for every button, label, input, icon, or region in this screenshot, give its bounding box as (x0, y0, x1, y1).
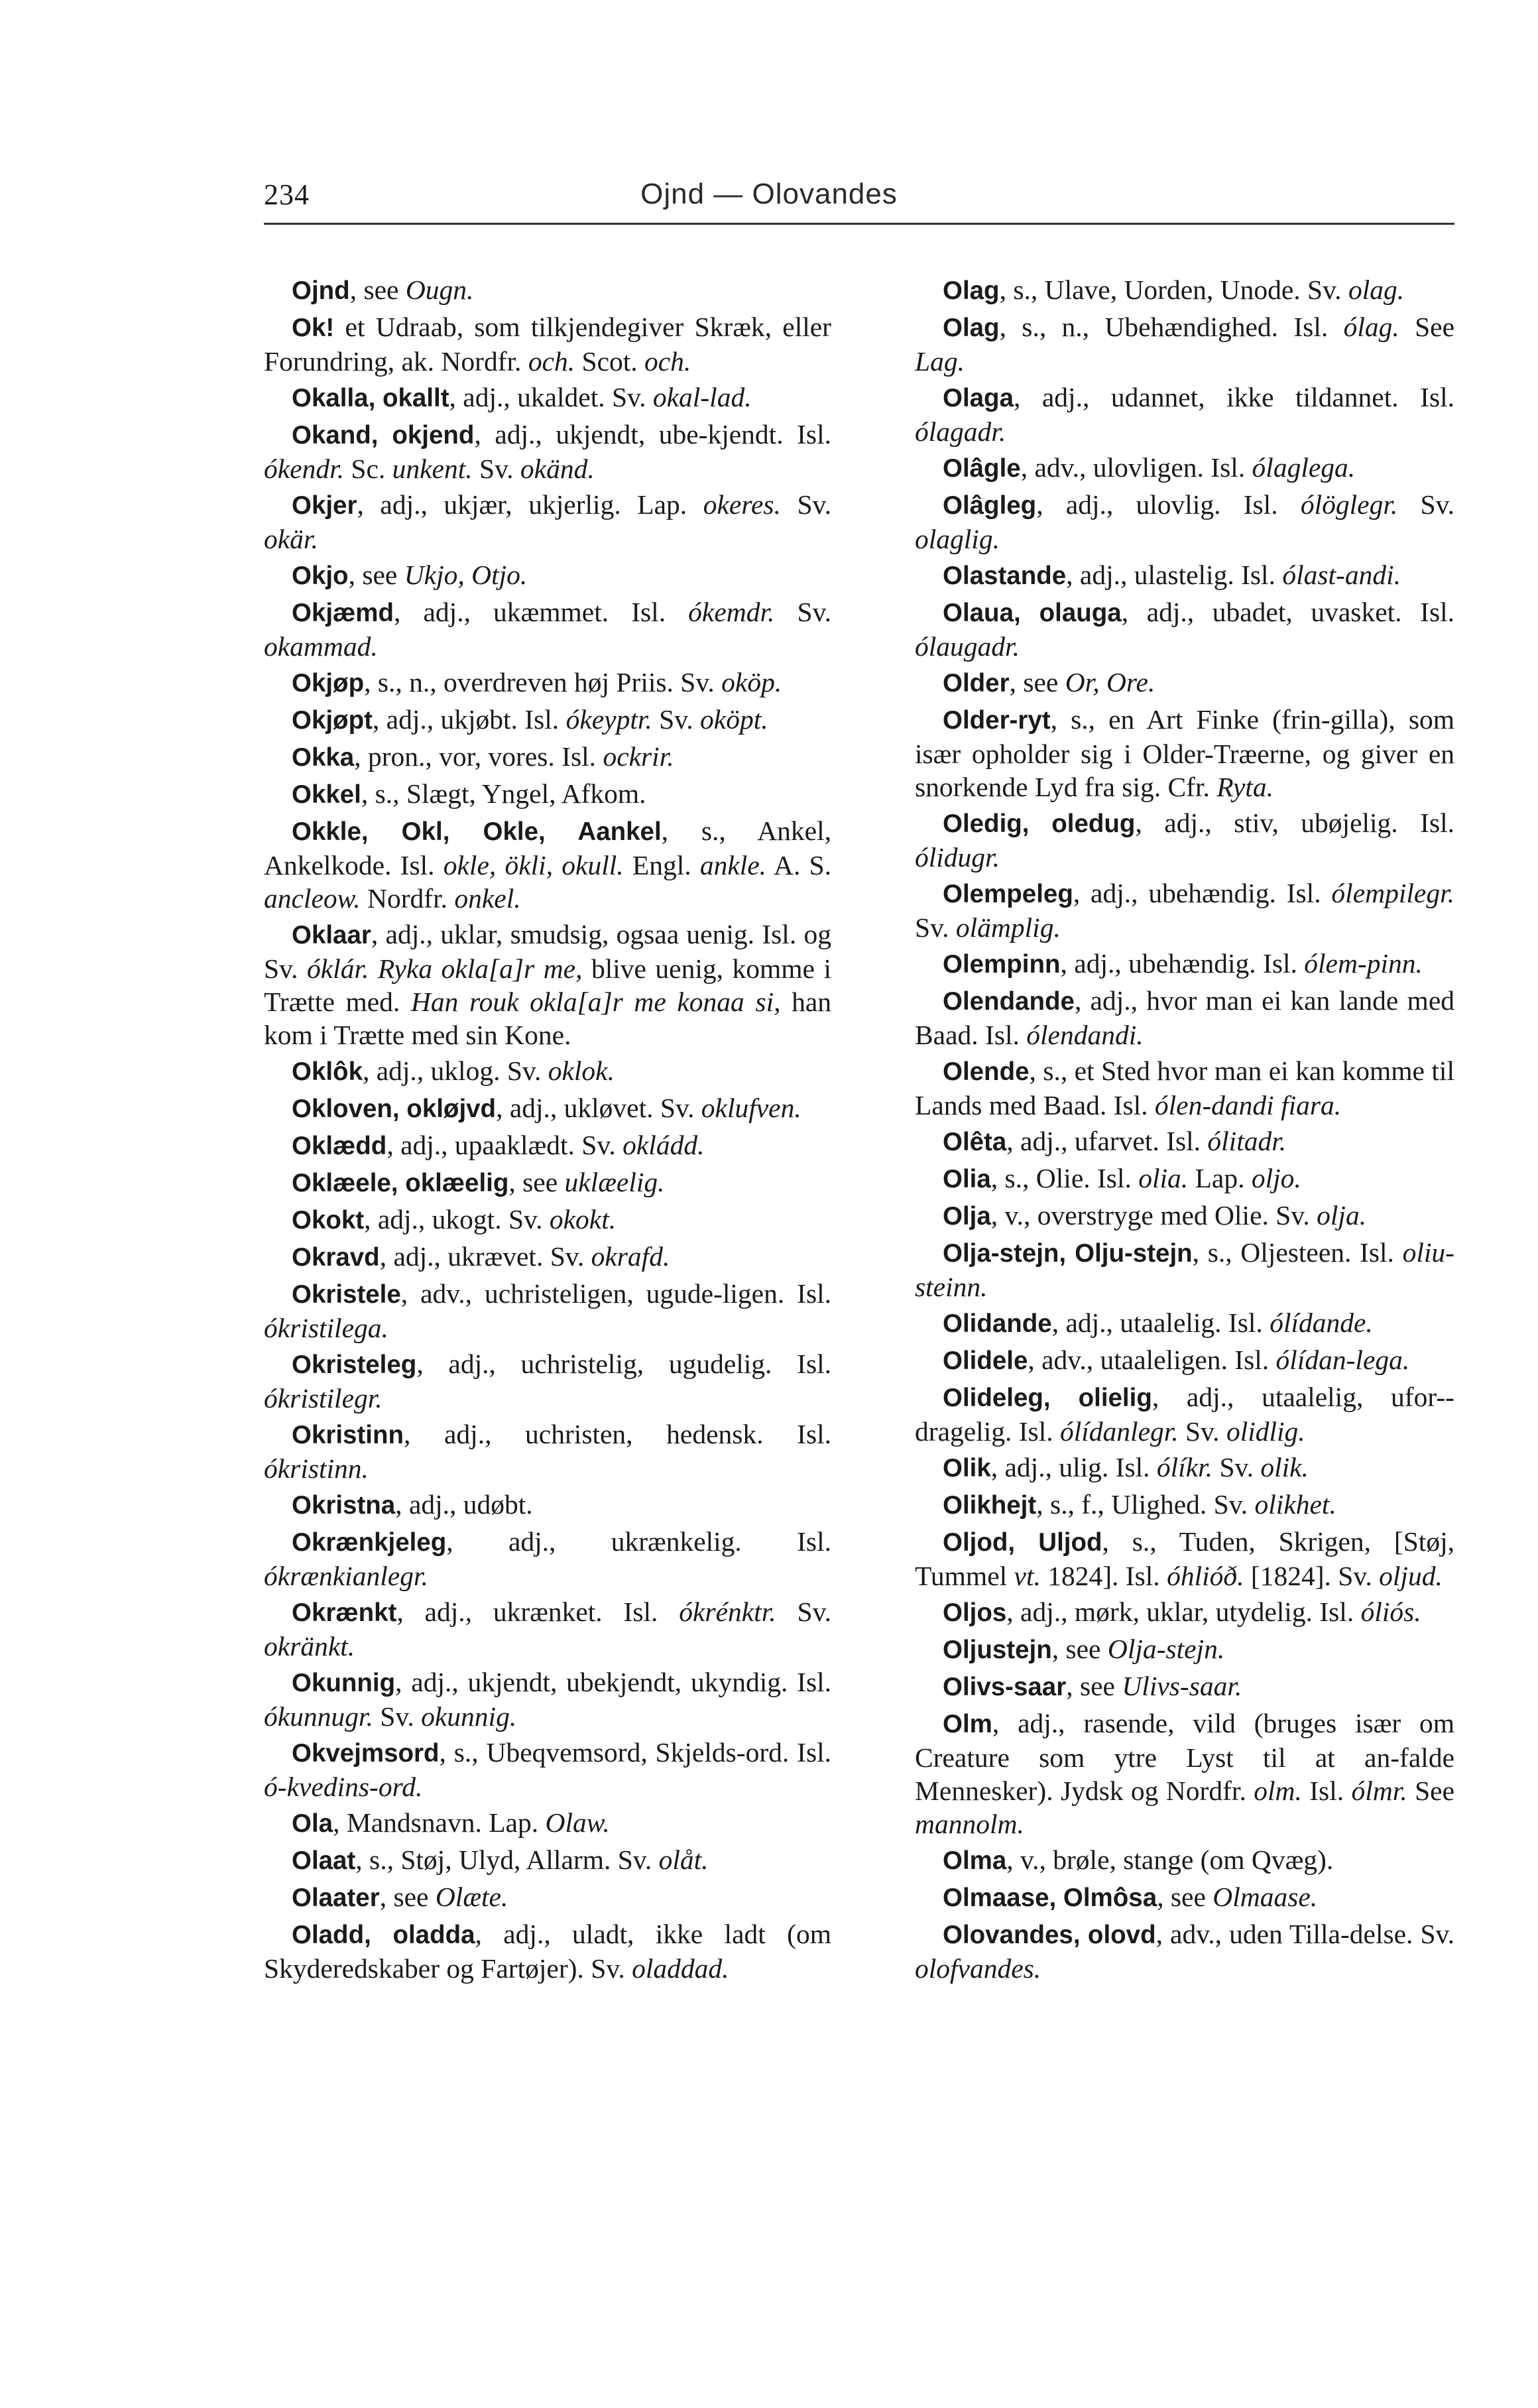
dictionary-entry (915, 273, 1454, 308)
entry-italic-text: ockrir. (603, 741, 674, 772)
dictionary-entry (264, 1736, 831, 1803)
entry-headword: Olja-stejn, Olju-stejn (943, 1239, 1193, 1268)
entry-text: , adj., ubehændig. Isl. (1073, 878, 1332, 908)
entry-italic-text: óklár. Ryka okla[a]r me, (307, 953, 583, 984)
entry-italic-text: Olja-stejn. (1107, 1634, 1225, 1664)
dictionary-entry (264, 418, 831, 485)
dictionary-entry (915, 1236, 1454, 1303)
dictionary-entry (915, 1595, 1454, 1630)
dictionary-entry (264, 777, 831, 812)
entry-text: , s., Tuden, Skrigen, [Støj, Tummel (915, 1526, 1454, 1591)
entry-italic-text: ókrænkianlegr. (264, 1561, 428, 1591)
dictionary-entry (915, 666, 1454, 700)
entry-text: , adj., ukjendt, ube-kjendt. Isl. (474, 419, 831, 450)
entry-italic-text: ólídan-lega. (1275, 1345, 1410, 1375)
dictionary-entry (264, 273, 831, 308)
dictionary-entry (264, 1843, 831, 1878)
entry-headword: Olempinn (943, 950, 1061, 979)
entry-text: , adj., ukjær, ukjerlig. Lap. (357, 489, 703, 520)
entry-text: , s., Oljesteen. Isl. (1192, 1237, 1403, 1268)
dictionary-entry (264, 1166, 831, 1200)
dictionary-entry (915, 1162, 1454, 1196)
entry-italic-text: ólaglega. (1252, 452, 1356, 483)
entry-text: [1824]. Sv. (1244, 1561, 1380, 1591)
entry-text: Sv. (373, 1701, 422, 1732)
dictionary-entry (915, 310, 1454, 378)
entry-text: , adj., ukjøbt. Isl. (372, 704, 566, 735)
entry-italic-text: okokt. (549, 1204, 617, 1234)
entry-headword: Olaater (292, 1884, 380, 1912)
entry-italic-text: olikhet. (1254, 1489, 1336, 1520)
entry-text: Isl. (1301, 1776, 1352, 1806)
entry-text: , see (1066, 1671, 1122, 1701)
entry-text: , adj., ukrænket. Isl. (396, 1596, 680, 1627)
entry-italic-text: ólast-andi. (1282, 560, 1401, 590)
entry-headword: Okjæmd (292, 599, 394, 627)
dictionary-entry (915, 1451, 1454, 1485)
entry-italic-text: ókeyptr. (565, 704, 652, 735)
entry-headword: Older (943, 669, 1010, 697)
entry-headword: Okravd (292, 1243, 380, 1272)
dictionary-entry (264, 488, 831, 556)
entry-italic-text: okeres. (703, 489, 781, 520)
entry-italic-text: Han rouk okla[a]r me konaa si, (410, 987, 781, 1017)
entry-text: , s., Ulave, Uorden, Unode. Sv. (999, 274, 1348, 305)
dictionary-entry (264, 1054, 831, 1089)
entry-text: A. S. (766, 850, 831, 880)
entry-headword: Olaat (292, 1846, 356, 1875)
dictionary-entry (264, 1488, 831, 1522)
dictionary-entry (264, 1917, 831, 1985)
entry-text: , s., n., Ubehændighed. Isl. (999, 312, 1344, 342)
dictionary-entry (915, 947, 1454, 981)
entry-text: , adj., ulig. Isl. (990, 1452, 1157, 1482)
entry-italic-text: onkel. (454, 883, 521, 914)
entry-italic-text: uklæelig. (564, 1167, 665, 1197)
dictionary-entry (264, 595, 831, 663)
entry-text: , adj., ukæmmet. Isl. (394, 597, 689, 627)
entry-italic-text: okär. (264, 524, 318, 554)
entry-text: , adv., ulovligen. Isl. (1020, 452, 1252, 483)
entry-italic-text: ókrénktr. (679, 1596, 776, 1627)
entry-italic-text: ólen-dandi fiara. (1154, 1090, 1342, 1120)
entry-text: , s., Olie. Isl. (990, 1163, 1139, 1193)
entry-text: , s., n., overdreven høj Priis. Sv. (364, 667, 722, 697)
dictionary-entry (915, 1880, 1454, 1915)
entry-italic-text: olåt. (658, 1844, 709, 1875)
entry-headword: Olikhejt (943, 1491, 1037, 1520)
dictionary-entry (915, 381, 1454, 448)
running-title: Ojnd — Olovandes (640, 178, 898, 210)
entry-headword: Olempeleg (943, 880, 1073, 908)
entry-italic-text: olaglig. (915, 524, 1000, 554)
entry-text: Sv. (1213, 1452, 1261, 1482)
entry-headword: Olia (943, 1165, 991, 1193)
entry-italic-text: olja. (1317, 1200, 1367, 1231)
entry-text: , adj., ulastelig. Isl. (1066, 560, 1283, 590)
entry-text: Sv. (652, 704, 701, 735)
entry-italic-text: ólídanlegr. (1059, 1416, 1179, 1447)
entry-text: , adj., ubehændig. Isl. (1060, 948, 1305, 979)
entry-text: , s., en Art Finke (frin-gilla), som især opholder sig i Older-Træerne, og giver en snorkende Lyd fra sig. Cfr. (915, 704, 1454, 802)
entry-text: , see (1157, 1882, 1213, 1912)
entry-text: , see (1051, 1634, 1108, 1664)
entry-italic-text: olik. (1260, 1452, 1309, 1482)
dictionary-entry (264, 1347, 831, 1415)
entry-italic-text: mannolm. (915, 1809, 1024, 1839)
entry-italic-text: óliós. (1360, 1596, 1421, 1627)
entry-text: , s., Ankel, Ankelkode. Isl. (264, 815, 832, 880)
dictionary-entry (915, 1199, 1454, 1233)
dictionary-entry (264, 1091, 831, 1126)
entry-italic-text: ólitadr. (1207, 1126, 1287, 1156)
entry-headword: Olidande (943, 1309, 1052, 1338)
entry-text: See (1407, 1776, 1455, 1806)
dictionary-entry (264, 666, 831, 700)
entry-headword: Okristeleg (292, 1351, 417, 1379)
dictionary-entry (264, 1277, 831, 1345)
entry-text: , adj., mørk, uklar, utydelig. Isl. (1006, 1596, 1361, 1627)
entry-headword: Okkle, Okl, Okle, Aankel (292, 817, 662, 846)
entry-text: Sc. (344, 453, 392, 484)
entry-italic-text: olag. (1348, 274, 1405, 305)
entry-headword: Olovandes, olovd (943, 1921, 1156, 1949)
entry-text: , adj., stiv, ubøjelig. Isl. (1135, 808, 1455, 838)
entry-headword: Ok! (292, 314, 335, 342)
dictionary-entry (915, 488, 1454, 556)
entry-text: , v., overstryge med Olie. Sv. (990, 1200, 1317, 1231)
entry-italic-text: okänd. (520, 453, 595, 484)
entry-text: Scot. (575, 346, 645, 377)
entry-italic-text: oliu-steinn. (915, 1237, 1454, 1302)
entry-italic-text: ólendandi. (1026, 1020, 1144, 1050)
entry-text: , see (379, 1882, 436, 1912)
dictionary-entry (915, 1488, 1454, 1522)
entry-text: , pron., vor, vores. Isl. (354, 741, 603, 772)
dictionary-entry (264, 1417, 831, 1485)
entry-headword: Olêta (943, 1128, 1007, 1156)
entry-headword: Okrænkt (292, 1598, 397, 1627)
entry-text: , s., f., Ulighed. Sv. (1036, 1489, 1255, 1520)
entry-headword: Okkel (292, 780, 361, 809)
entry-text: , adj., ulovlig. Isl. (1036, 489, 1301, 520)
entry-headword: Okjøpt (292, 706, 373, 735)
dictionary-entry (915, 1917, 1454, 1985)
entry-headword: Oklæele, oklæelig (292, 1169, 509, 1197)
entry-headword: Oklôk (292, 1057, 363, 1086)
entry-italic-text: ólmr. (1351, 1776, 1407, 1806)
entry-text: , adj., ubadet, uvasket. Isl. (1121, 597, 1455, 627)
entry-text: , adj., hvor man ei kan lande med Baad. Isl. (915, 985, 1454, 1050)
dictionary-entry (264, 381, 831, 415)
dictionary-entry (915, 1124, 1454, 1159)
dictionary-entry (915, 1306, 1454, 1341)
entry-italic-text: oljud. (1379, 1561, 1443, 1591)
entry-text: Sv. (1178, 1416, 1226, 1447)
entry-italic-text: olidlig. (1226, 1416, 1305, 1447)
entry-italic-text: oljo. (1251, 1163, 1301, 1193)
entry-headword: Oljustejn (943, 1636, 1052, 1664)
entry-italic-text: okunnig. (421, 1701, 517, 1732)
entry-headword: Oledig, oledug (943, 810, 1136, 838)
entry-italic-text: ó-kvedins-ord. (264, 1772, 423, 1802)
entry-italic-text: Ulivs-saar. (1122, 1671, 1242, 1701)
entry-headword: Okristele (292, 1280, 401, 1309)
entry-italic-text: olia. (1138, 1163, 1189, 1193)
entry-italic-text: ólem-pinn. (1304, 948, 1423, 979)
dictionary-entry (915, 1343, 1454, 1378)
dictionary-entry (264, 310, 831, 378)
dictionary-entry (915, 1380, 1454, 1448)
dictionary-entry (915, 558, 1454, 593)
entry-text: , adj., ukrævet. Sv. (379, 1241, 591, 1272)
entry-headword: Oladd, oladda (292, 1921, 475, 1949)
entry-italic-text: Olmaase. (1213, 1882, 1318, 1912)
entry-text: blive uenig, komme i Trætte med. (264, 953, 831, 1017)
entry-italic-text: okal-lad. (652, 382, 752, 412)
entry-text: Sv. (915, 912, 956, 943)
entry-italic-text: Ougn. (405, 274, 474, 305)
dictionary-entry (915, 806, 1454, 874)
dictionary-entry (264, 1880, 831, 1915)
entry-text: , adj., udøbt. (395, 1489, 533, 1520)
dictionary-entry (915, 451, 1454, 485)
entry-headword: Olm (943, 1710, 992, 1738)
entry-headword: Olma (943, 1846, 1007, 1875)
entry-italic-text: okládd. (622, 1130, 705, 1160)
dictionary-entry (264, 1595, 831, 1663)
entry-italic-text: olofvandes. (915, 1953, 1041, 1984)
entry-headword: Okristinn (292, 1421, 404, 1449)
entry-italic-text: Ryta. (1216, 772, 1273, 802)
entry-text: , adj., uchristen, hedensk. Isl. (404, 1419, 831, 1449)
entry-text: Nordfr. (360, 883, 455, 914)
right-column (915, 273, 1454, 1988)
entry-headword: Olaga (943, 384, 1014, 412)
entry-text: , adj., ukrænkelig. Isl. (446, 1526, 831, 1557)
entry-headword: Okrænkjeleg (292, 1528, 447, 1557)
entry-headword: Okokt (292, 1206, 365, 1234)
entry-italic-text: ólíkr. (1156, 1452, 1213, 1482)
entry-text: , adj., utaalelig, ufor-dragelig. Isl. (915, 1382, 1454, 1447)
dictionary-entry (264, 558, 831, 593)
dictionary-entry (915, 1669, 1454, 1704)
dictionary-entry (915, 703, 1454, 804)
entry-text: , see (508, 1167, 565, 1197)
entry-text: , Mandsnavn. Lap. (333, 1807, 546, 1838)
entry-italic-text: ólag. (1343, 312, 1399, 342)
entry-italic-text: ancleow. (264, 883, 361, 914)
entry-headword: Oklaar (292, 921, 371, 949)
entry-headword: Okka (292, 743, 355, 772)
entry-italic-text: och. (528, 346, 575, 377)
entry-text: , see (349, 274, 406, 305)
entry-italic-text: ókendr. (264, 453, 345, 484)
entry-text: , s., Ubeqvemsord, Skjelds-ord. Isl. (439, 1737, 831, 1768)
entry-text: , adv., uchristeligen, ugude-ligen. Isl. (400, 1278, 831, 1309)
entry-headword: Olidele (943, 1347, 1028, 1375)
entry-headword: Okjøp (292, 669, 365, 697)
entry-headword: Olivs-saar (943, 1673, 1067, 1701)
dictionary-entry (915, 984, 1454, 1052)
entry-italic-text: ólagadr. (915, 416, 1006, 447)
entry-headword: Olik (943, 1454, 991, 1482)
entry-text: Lap. (1188, 1163, 1252, 1193)
entry-headword: Okjo (292, 562, 349, 590)
entry-text: Sv. (780, 489, 831, 520)
dictionary-entry (264, 1128, 831, 1163)
entry-text: , adj., uklog. Sv. (362, 1055, 548, 1086)
dictionary-entry (264, 918, 831, 1052)
entry-headword: Olja (943, 1202, 991, 1231)
entry-text: et Udraab, som tilkjendegiver Skræk, eller Forundring, ak. Nordfr. (264, 312, 831, 377)
dictionary-entry (264, 703, 831, 737)
entry-italic-text: ólaugadr. (915, 631, 1020, 662)
entry-text: , adj., uklar, smudsig, ogsaa uenig. Isl. og Sv. (264, 919, 831, 984)
entry-italic-text: ókristilega. (264, 1313, 388, 1343)
entry-text: Sv. (1397, 489, 1455, 520)
entry-headword: Okristna (292, 1491, 396, 1520)
dictionary-entry (915, 876, 1454, 944)
entry-headword: Okvejmsord (292, 1739, 440, 1768)
entry-headword: Olâgleg (943, 491, 1037, 520)
entry-headword: Olende (943, 1057, 1030, 1086)
entry-text: , adj., ukaldet. Sv. (449, 382, 653, 412)
entry-italic-text: okränkt. (264, 1631, 355, 1661)
entry-italic-text: oklufven. (701, 1093, 801, 1123)
entry-italic-text: Ukjo, Otjo. (404, 560, 528, 590)
entry-italic-text: oköpt. (700, 704, 768, 735)
entry-italic-text: ólöglegr. (1300, 489, 1398, 520)
left-column (264, 273, 831, 1988)
entry-italic-text: ólempilegr. (1331, 878, 1454, 908)
entry-text: , adj., ukjendt, ubekjendt, ukyndig. Isl. (395, 1667, 831, 1697)
entry-text: , see (1009, 667, 1065, 697)
dictionary-entry (264, 1806, 831, 1840)
dictionary-entry (915, 1843, 1454, 1878)
entry-italic-text: unkent. (392, 453, 473, 484)
entry-italic-text: och. (644, 346, 691, 377)
entry-headword: Okjer (292, 491, 357, 520)
entry-headword: Ola (292, 1809, 333, 1838)
entry-headword: Okunnig (292, 1669, 396, 1697)
entry-italic-text: ókunnugr. (264, 1701, 373, 1732)
entry-text: han kom i Trætte med sin Kone. (264, 987, 832, 1050)
dictionary-entry (264, 814, 831, 915)
entry-headword: Olâgle (943, 454, 1021, 483)
entry-italic-text: okrafd. (591, 1241, 670, 1272)
entry-text: , adj., ufarvet. Isl. (1006, 1126, 1208, 1156)
dictionary-entry (915, 1054, 1454, 1122)
entry-text: , adj., ukløvet. Sv. (496, 1093, 701, 1123)
dictionary-entry (264, 1203, 831, 1237)
page-number: 234 (264, 178, 310, 211)
entry-italic-text: ólídande. (1270, 1307, 1373, 1338)
entry-headword: Olastande (943, 562, 1067, 590)
entry-headword: Olideleg, olielig (943, 1384, 1152, 1412)
entry-headword: Olag (943, 314, 1000, 342)
entry-text: , adj., udannet, ikke tildannet. Isl. (1013, 382, 1454, 412)
entry-italic-text: okle, ökli, okull. (443, 850, 624, 880)
entry-text: , adj., rasende, vild (bruges især om Creature som ytre Lyst til at an-falde Mennesker). Jydsk og Nordfr. (915, 1708, 1454, 1806)
entry-italic-text: Lag. (915, 346, 965, 377)
entry-italic-text: Olaw. (545, 1807, 610, 1838)
entry-italic-text: vt. (1014, 1561, 1041, 1591)
entry-italic-text: Or, Ore. (1065, 667, 1155, 697)
entry-italic-text: ókristinn. (264, 1453, 369, 1484)
entry-text: Engl. (623, 850, 700, 880)
entry-italic-text: okammad. (264, 631, 378, 662)
dictionary-entry (915, 1707, 1454, 1840)
entry-text: Sv. (776, 1596, 832, 1627)
entry-text: , s., et Sted hvor man ei kan komme til Lands med Baad. Isl. (915, 1055, 1454, 1120)
dictionary-entry (915, 595, 1454, 663)
entry-italic-text: olm. (1254, 1776, 1302, 1806)
entry-headword: Okand, okjend (292, 421, 475, 450)
entry-headword: Okloven, okløjvd (292, 1095, 497, 1123)
entry-italic-text: ankle. (699, 850, 767, 880)
entry-headword: Oklædd (292, 1132, 387, 1160)
dictionary-entry (915, 1632, 1454, 1667)
entry-text: See (1399, 312, 1455, 342)
entry-text: , adj., upaaklædt. Sv. (386, 1130, 623, 1160)
entry-text: Sv. (774, 597, 832, 627)
dictionary-entry (264, 740, 831, 774)
entry-italic-text: óhlióð. (1167, 1561, 1244, 1591)
entry-text: , adj., uladt, ikke ladt (om Skyderedskaber og Fartøjer). Sv. (264, 1919, 831, 1984)
entry-text: , see (348, 560, 404, 590)
entry-text: 1824]. Isl. (1040, 1561, 1167, 1591)
dictionary-entry (264, 1240, 831, 1274)
dictionary-entry (264, 1665, 831, 1733)
entry-headword: Oljod, Uljod (943, 1528, 1102, 1557)
entry-italic-text: ókemdr. (688, 597, 775, 627)
entry-italic-text: ókristilegr. (264, 1383, 383, 1414)
entry-headword: Okalla, okallt (292, 384, 449, 412)
entry-text: , s., Støj, Ulyd, Allarm. Sv. (355, 1844, 659, 1875)
entry-headword: Oljos (943, 1598, 1007, 1627)
entry-headword: Older-ryt (943, 706, 1051, 735)
entry-text: , adj., utaalelig. Isl. (1051, 1307, 1270, 1338)
entry-text: , adj., ukogt. Sv. (364, 1204, 550, 1234)
entry-text: , adj., uchristelig, ugudelig. Isl. (416, 1349, 831, 1379)
dictionary-entry (264, 1525, 831, 1593)
entry-text: , v., brøle, stange (om Qvæg). (1006, 1844, 1334, 1875)
entry-italic-text: oladdad. (632, 1953, 729, 1984)
entry-italic-text: Olæte. (435, 1882, 508, 1912)
entry-text: , s., Slægt, Yngel, Afkom. (361, 778, 646, 809)
entry-headword: Olmaase, Olmôsa (943, 1884, 1157, 1912)
entry-text: , adv., uden Tilla-delse. Sv. (1155, 1919, 1454, 1949)
entry-italic-text: olämplig. (955, 912, 1061, 943)
dictionary-entry (915, 1525, 1454, 1593)
entry-text: , adv., utaaleligen. Isl. (1028, 1345, 1276, 1375)
entry-headword: Olag (943, 276, 1000, 305)
entry-italic-text: oklok. (548, 1055, 615, 1086)
entry-headword: Ojnd (292, 276, 350, 305)
entry-italic-text: ólidugr. (915, 842, 1000, 873)
entry-headword: Olendande (943, 987, 1075, 1016)
entry-italic-text: oköp. (721, 667, 782, 697)
entry-headword: Olaua, olauga (943, 599, 1122, 627)
header-rule (264, 223, 1454, 225)
entry-text: Sv. (472, 453, 520, 484)
